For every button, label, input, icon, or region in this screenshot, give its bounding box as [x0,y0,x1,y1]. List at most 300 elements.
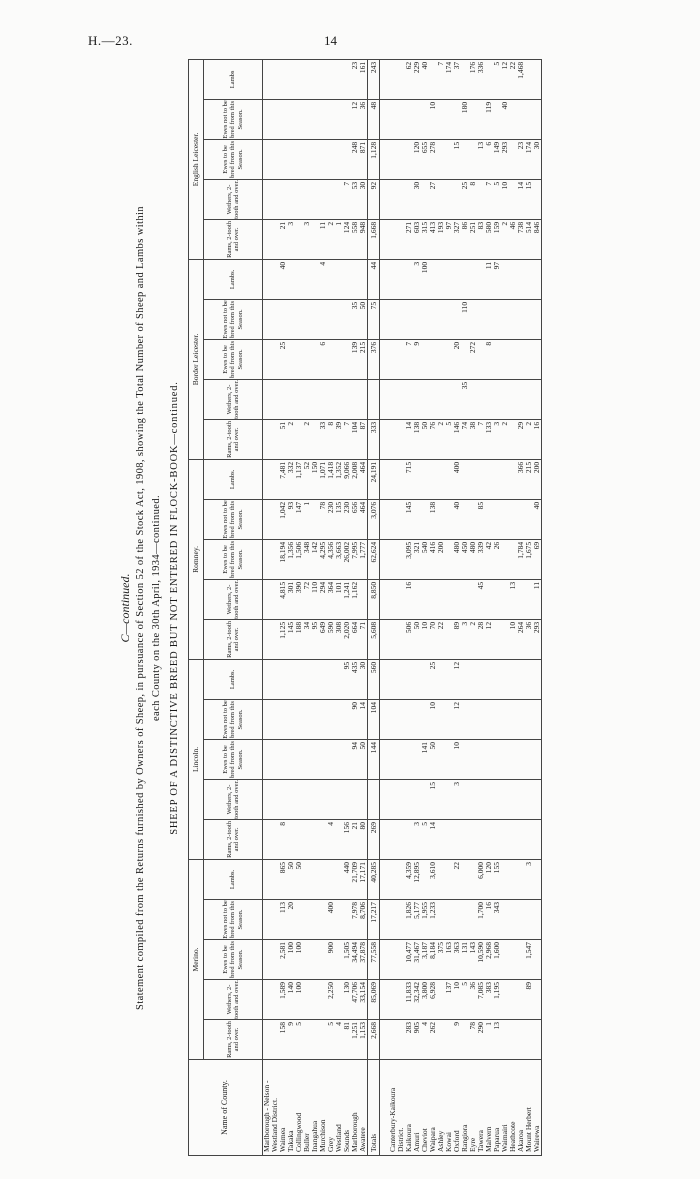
data-cell: 180 [461,99,469,139]
data-cell [477,459,485,499]
data-cell [335,900,343,940]
data-cell: 1,241 [343,579,351,619]
data-cell: 36 [525,619,533,659]
data-cell: 13 [509,579,517,619]
data-cell: 12 [501,59,509,99]
data-cell: 70 [429,619,437,659]
romney-col-header: Ewes not to be bred from this Season. [204,499,263,539]
total-cell: 85,069 [368,980,380,1020]
data-cell: 33 [319,419,327,459]
data-cell: 1,251 [351,1020,359,1060]
data-cell [533,259,542,299]
empty-cell [380,299,390,339]
data-cell [533,59,542,99]
data-cell [509,859,517,899]
data-cell: 15 [453,139,461,179]
empty-cell [389,99,397,139]
data-cell: 36 [469,980,477,1020]
data-cell [493,819,501,859]
data-cell: 865 [279,859,287,899]
data-cell: 1,153 [359,1020,368,1060]
data-cell: 308 [335,619,343,659]
data-cell [335,299,343,339]
data-cell: 540 [421,539,429,579]
data-cell: 87 [359,419,368,459]
data-cell: 2,581 [279,940,287,980]
data-cell [335,59,343,99]
data-cell: 120 [485,859,493,899]
data-cell [413,699,421,739]
empty-cell [380,819,390,859]
data-cell: 22 [453,859,461,899]
empty-cell [263,619,272,659]
data-cell [525,739,533,779]
data-cell [287,59,295,99]
spacer-row [380,59,390,1155]
data-cell [303,739,311,779]
data-cell [437,299,445,339]
data-cell [461,579,469,619]
border-col-header: Rams, 2-tooth and over. [204,419,263,459]
data-cell [287,99,295,139]
data-cell [509,1020,517,1060]
data-cell: 4,359 [405,859,413,899]
empty-cell [263,819,272,859]
border-col-header: Lambs. [204,259,263,299]
data-cell: 7 [343,179,351,219]
lincoln-col-header: Wethers, 2-tooth and over. [204,779,263,819]
data-cell [525,659,533,699]
data-cell: 3,187 [421,940,429,980]
data-cell: 14 [517,179,525,219]
data-cell: 9,066 [343,459,351,499]
data-cell: 5 [461,980,469,1020]
county-name: Buller [303,1060,311,1156]
data-cell [303,779,311,819]
data-cell: 32,342 [413,980,421,1020]
total-cell: 8,850 [368,579,380,619]
empty-cell [263,59,272,99]
data-cell: 131 [461,940,469,980]
data-cell: 18,194 [279,539,287,579]
data-cell: 16 [405,579,413,619]
data-cell [493,379,501,419]
district-title: Westland District. [271,1060,279,1156]
data-cell: 12,895 [413,859,421,899]
data-cell [461,779,469,819]
data-cell: 251 [469,219,477,259]
data-cell: 3,610 [429,859,437,899]
data-cell [311,1020,319,1060]
data-cell [279,659,287,699]
data-cell: 28 [477,619,485,659]
data-cell: 50 [287,859,295,899]
empty-cell [380,699,390,739]
empty-cell [263,99,272,139]
data-cell [437,779,445,819]
data-cell [303,940,311,980]
data-cell [485,459,493,499]
data-cell: 8 [469,179,477,219]
data-cell [469,699,477,739]
empty-cell [380,339,390,379]
data-cell [405,659,413,699]
empty-cell [380,59,390,99]
data-cell: 140 [287,980,295,1020]
data-cell: 301 [287,579,295,619]
empty-cell [389,579,397,619]
data-cell [437,339,445,379]
data-cell [525,900,533,940]
data-cell [319,779,327,819]
data-cell: 1,162 [351,579,359,619]
empty-cell [389,139,397,179]
county-name: Amuri [413,1060,421,1156]
data-cell: 71 [359,619,368,659]
data-cell [501,779,509,819]
data-cell [295,339,303,379]
data-cell: 5 [493,59,501,99]
data-cell [453,900,461,940]
data-cell: 464 [359,499,368,539]
empty-cell [263,900,272,940]
data-cell [477,299,485,339]
border-col-header: Wethers, 2-tooth and over. [204,379,263,419]
total-cell: 75 [368,299,380,339]
data-cell: 130 [343,980,351,1020]
data-cell: 30 [533,139,542,179]
data-cell: 3 [413,819,421,859]
data-cell [477,779,485,819]
data-cell: 2 [437,419,445,459]
data-cell: 2 [327,219,335,259]
data-cell [501,739,509,779]
data-cell [359,379,368,419]
total-cell: 44 [368,259,380,299]
county-name: Awatere [359,1060,368,1156]
data-cell [509,379,517,419]
empty-cell [389,179,397,219]
data-cell [421,299,429,339]
data-cell: 81 [343,1020,351,1060]
data-cell [287,139,295,179]
county-name: Waimea [279,1060,287,1156]
data-cell: 30 [359,179,368,219]
data-cell: 34,494 [351,940,359,980]
data-cell: 230 [343,499,351,539]
data-cell: 4,356 [327,539,335,579]
data-cell: 603 [413,219,421,259]
data-cell: 400 [453,459,461,499]
data-cell [437,659,445,699]
data-cell: 655 [421,139,429,179]
sheep-statement-table [188,59,542,1156]
data-cell: 271 [405,219,413,259]
data-cell [445,259,453,299]
data-cell [437,259,445,299]
data-cell [437,1020,445,1060]
data-cell: 1,233 [429,900,437,940]
data-cell [327,59,335,99]
data-cell [327,659,335,699]
border-col-header: Ewes not to be bred from this Season. [204,299,263,339]
data-cell: 506 [405,619,413,659]
data-cell [295,59,303,99]
data-cell [461,459,469,499]
data-cell: 2 [469,619,477,659]
total-cell [368,379,380,419]
total-cell: 24,191 [368,459,380,499]
total-cell: 2,668 [368,1020,380,1060]
data-cell: 50 [359,299,368,339]
county-name: Waimairi [501,1060,509,1156]
data-cell [327,379,335,419]
total-cell: 5,608 [368,619,380,659]
data-cell [405,779,413,819]
data-cell [437,699,445,739]
empty-cell [389,459,397,499]
empty-cell [263,379,272,419]
statement-title-line1: Statement compiled from the Returns furnished by Owners of Sheep, in pursuance of Section 52 of the Stock Act, 1908, showing the Total Number of Sheep and Lambs within [135,206,146,1010]
total-cell: 376 [368,339,380,379]
data-cell: 664 [351,619,359,659]
data-cell [517,259,525,299]
data-cell: 215 [525,459,533,499]
data-cell: 1,826 [405,900,413,940]
district-title: Marlborough - Nelson - [263,1060,272,1156]
data-cell: 1,071 [319,459,327,499]
empty-cell [389,699,397,739]
data-cell: 159 [493,219,501,259]
data-cell: 12 [485,619,493,659]
data-cell: 10 [421,619,429,659]
data-cell [501,659,509,699]
data-cell [469,259,477,299]
data-cell: 47,706 [351,980,359,1020]
data-cell: 948 [359,219,368,259]
data-cell [493,699,501,739]
empty-cell [389,900,397,940]
data-cell: 7 [343,419,351,459]
data-cell [509,980,517,1020]
county-name: Sounds [343,1060,351,1156]
data-cell: 3,095 [405,539,413,579]
total-cell: 560 [368,659,380,699]
county-name: Murchison [319,1060,327,1156]
data-cell: 400 [327,900,335,940]
data-cell: 90 [351,699,359,739]
data-cell: 11 [533,579,542,619]
data-cell: 100 [295,940,303,980]
data-cell [429,339,437,379]
data-cell [517,739,525,779]
data-cell [421,579,429,619]
data-cell: 158 [279,1020,287,1060]
county-name: Grey [327,1060,335,1156]
data-cell [493,739,501,779]
data-cell [445,579,453,619]
data-cell [311,179,319,219]
data-cell: 6 [319,339,327,379]
data-cell [351,379,359,419]
data-cell: 51 [279,419,287,459]
data-cell [509,499,517,539]
data-cell [493,579,501,619]
data-cell [421,379,429,419]
empty-cell [397,179,405,219]
data-cell [509,99,517,139]
data-cell [319,179,327,219]
data-cell: 416 [429,539,437,579]
data-cell [295,259,303,299]
total-cell: 40,285 [368,859,380,899]
data-cell: 40 [453,499,461,539]
empty-cell [380,99,390,139]
empty-cell [389,739,397,779]
data-cell [469,459,477,499]
data-cell [429,579,437,619]
data-cell [493,779,501,819]
data-cell [303,179,311,219]
data-cell [445,819,453,859]
empty-cell [397,779,405,819]
data-cell [533,659,542,699]
data-cell [351,259,359,299]
totals-label: Totals [368,1060,380,1156]
data-cell [343,779,351,819]
total-cell: 1,128 [368,139,380,179]
data-cell [525,59,533,99]
county-name-header: Name of County. [189,1060,263,1156]
data-cell: 53 [351,179,359,219]
data-cell: 97 [493,259,501,299]
data-cell: 7,085 [477,980,485,1020]
english-col-header: Ewes to be bred from this Season. [204,139,263,179]
data-cell: 10 [453,739,461,779]
empty-cell [397,139,405,179]
empty-cell [380,259,390,299]
data-cell [319,699,327,739]
data-cell: 1,137 [295,459,303,499]
romney-col-header: Lambs. [204,459,263,499]
data-cell [413,659,421,699]
data-cell: 4,295 [319,539,327,579]
data-cell: 364 [327,579,335,619]
data-cell: 2 [501,419,509,459]
data-cell: 900 [327,940,335,980]
data-cell [477,739,485,779]
data-cell [335,99,343,139]
data-cell: 738 [517,219,525,259]
data-cell [533,299,542,339]
county-name: Tawera [477,1060,485,1156]
data-cell [287,819,295,859]
data-cell: 15 [429,779,437,819]
data-cell: 10,477 [405,940,413,980]
data-cell: 215 [359,339,368,379]
breed-header-border-leicester: Border Leicester. [189,259,204,459]
data-cell: 8 [485,339,493,379]
data-cell [421,459,429,499]
data-cell [509,819,517,859]
data-cell: 26 [493,539,501,579]
data-cell: 50 [359,739,368,779]
empty-cell [380,619,390,659]
data-cell [477,819,485,859]
data-cell [359,259,368,299]
data-cell: 293 [533,619,542,659]
romney-col-header: Rams, 2-tooth and over. [204,619,263,659]
empty-cell [263,219,272,259]
data-cell: 78 [469,1020,477,1060]
data-cell [493,499,501,539]
data-cell: 332 [287,459,295,499]
data-cell: 413 [429,219,437,259]
data-cell: 905 [413,1020,421,1060]
data-cell [437,819,445,859]
data-cell: 9 [287,1020,295,1060]
data-cell: 15 [525,179,533,219]
empty-cell [263,859,272,899]
data-cell [517,779,525,819]
data-cell [295,379,303,419]
data-cell: 8,184 [429,940,437,980]
data-cell [437,739,445,779]
empty-cell [380,980,390,1020]
total-cell: 48 [368,99,380,139]
data-cell [501,499,509,539]
data-cell [343,379,351,419]
data-cell: 27 [429,179,437,219]
empty-cell [263,419,272,459]
data-cell [405,699,413,739]
empty-cell [389,339,397,379]
data-cell: 3 [303,219,311,259]
data-cell: 193 [437,219,445,259]
data-cell [517,379,525,419]
empty-cell [380,779,390,819]
data-cell [445,299,453,339]
data-cell: 150 [311,459,319,499]
data-cell [493,459,501,499]
data-cell [501,539,509,579]
data-cell [335,779,343,819]
data-cell: 3 [525,859,533,899]
data-cell [287,379,295,419]
data-cell: 248 [351,139,359,179]
data-cell: 30 [413,179,421,219]
data-cell: 363 [453,940,461,980]
data-cell: 76 [429,419,437,459]
data-cell [525,259,533,299]
data-cell: 1,418 [327,459,335,499]
data-cell: 9 [453,1020,461,1060]
empty-cell [380,499,390,539]
data-cell [335,259,343,299]
data-cell: 50 [421,419,429,459]
data-cell [509,299,517,339]
data-cell [327,139,335,179]
empty-cell [271,739,279,779]
data-cell [295,819,303,859]
data-cell [303,859,311,899]
data-cell [303,139,311,179]
data-cell [287,179,295,219]
empty-cell [389,779,397,819]
data-cell: 1,777 [359,539,368,579]
data-cell [501,339,509,379]
data-cell: 14 [359,699,368,739]
